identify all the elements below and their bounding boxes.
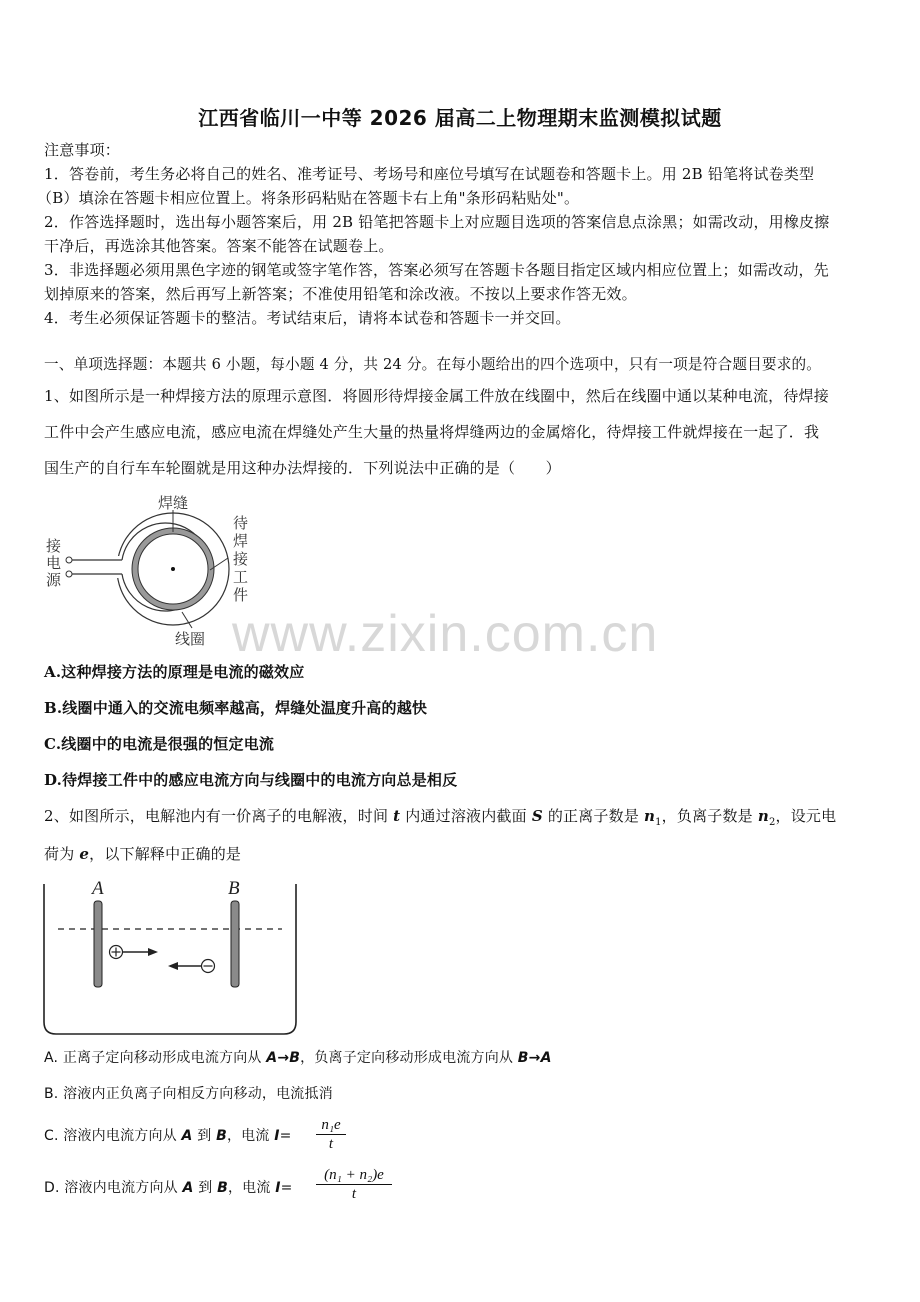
- q1-stem-line: 工件中会产生感应电流，感应电流在焊缝处产生大量的热量将焊缝两边的金属熔化，待焊接工件就焊接在一起了．我: [44, 423, 820, 441]
- q1-option-c: C.线圈中的电流是很强的恒定电流: [44, 735, 275, 753]
- q2-option-c: C. 溶液内电流方向从 A 到 B，电流 I=: [44, 1128, 292, 1144]
- q1-option-a: A.这种焊接方法的原理是电流的磁效应: [44, 663, 305, 681]
- notes-line: 干净后，再选涂其他答案。答案不能答在试题卷上。: [44, 237, 394, 255]
- workpiece-label: 焊: [233, 532, 249, 550]
- q2-option-b: B. 溶液内正负离子向相反方向移动，电流抵消: [44, 1086, 333, 1102]
- q2-option-d: D. 溶液内电流方向从 A 到 B，电流 I=: [44, 1180, 293, 1196]
- workpiece-label: 件: [233, 586, 249, 604]
- q2-stem-line: 2、如图所示，电解池内有一价离子的电解液，时间 t 内通过溶液内截面 S 的正离子数是 $n_1$，负离子数是 $n_2$，设元电: [44, 807, 837, 828]
- arrow-right-icon: [148, 948, 158, 956]
- workpiece-label: 接: [233, 550, 249, 568]
- power-label: 接: [46, 537, 62, 555]
- weld-label: 焊缝: [158, 494, 189, 512]
- notes-line: 4．考生必须保证答题卡的整洁。考试结束后，请将本试卷和答题卡一并交回。: [44, 309, 571, 327]
- q1-option-b: B.线圈中通入的交流电频率越高，焊缝处温度升高的越快: [44, 699, 428, 717]
- q2-option-a: A. 正离子定向移动形成电流方向从 A→B，负离子定向移动形成电流方向从 B→A: [44, 1050, 552, 1066]
- electrolysis-diagram: [42, 874, 300, 1038]
- power-label: 电: [46, 554, 62, 572]
- q2-stem-line: 荷为 e，以下解释中正确的是: [44, 845, 242, 863]
- notes-line: （B）填涂在答题卡相应位置上。将条形码粘贴在答题卡右上角"条形码粘贴处"。: [37, 189, 580, 207]
- section-heading: 一、单项选择题：本题共 6 小题，每小题 4 分，共 24 分。在每小题给出的四个选项中，只有一项是符合题目要求的。: [44, 356, 822, 373]
- notes-line: 3．非选择题必须用黑色字迹的钢笔或签字笔作答，答案必须写在答题卡各题目指定区域内相应位置上；如需改动，先: [44, 261, 829, 279]
- watermark: www.zixin.com.cn: [232, 605, 659, 663]
- page-title: 江西省临川一中等 2026 届高二上物理期末监测模拟试题: [198, 106, 722, 130]
- formula-d: $\frac{\text{(n₁ + n₂)e}}{t}$: [316, 1166, 392, 1203]
- q1-option-d: D.待焊接工件中的感应电流方向与线圈中的电流方向总是相反: [44, 771, 458, 789]
- electrode-b-label: B: [228, 878, 240, 899]
- arrow-left-icon: [168, 962, 178, 970]
- electrode-a-label: A: [92, 878, 104, 899]
- notes-line: 划掉原来的答案，然后再写上新答案；不准使用铅笔和涂改液。不按以上要求作答无效。: [44, 285, 637, 303]
- workpiece-label: 待: [233, 514, 249, 532]
- coil-label: 线圈: [175, 630, 206, 648]
- notes-line: 1．答卷前，考生务必将自己的姓名、准考证号、考场号和座位号填写在试题卷和答题卡上。用 2B 铅笔将试卷类型: [44, 165, 815, 183]
- notes-line: 2．作答选择题时，选出每小题答案后，用 2B 铅笔把答题卡上对应题目选项的答案信息点涂黑；如需改动，用橡皮擦: [44, 213, 830, 231]
- workpiece-label: 工: [233, 568, 249, 586]
- q1-stem-line: 1、如图所示是一种焊接方法的原理示意图．将圆形待焊接金属工件放在线圈中，然后在线圈中通以某种电流，待焊接: [44, 387, 829, 405]
- q1-stem-line: 国生产的自行车车轮圈就是用这种办法焊接的．下列说法中正确的是（ ）: [44, 459, 561, 477]
- formula-c: $\frac{\text{n₁e}}{t}$: [316, 1116, 346, 1153]
- notes-heading: 注意事项：: [44, 141, 121, 159]
- power-label: 源: [46, 571, 62, 589]
